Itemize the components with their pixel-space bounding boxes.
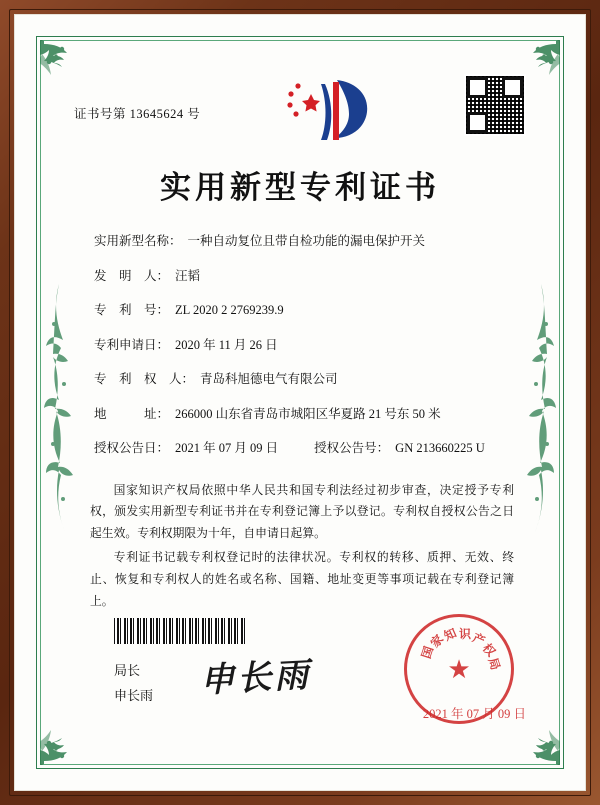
certificate-number: 证书号第 13645624 号 — [74, 107, 201, 121]
field-value: 266000 山东省青岛市城阳区华夏路 21 号东 50 米 — [175, 406, 441, 421]
certificate-header — [74, 72, 526, 158]
field-value: ZL 2020 2 2769239.9 — [175, 303, 284, 317]
page-title: 实用新型专利证书 — [160, 170, 440, 205]
field-application-date — [94, 337, 514, 355]
field-patent-number — [94, 302, 514, 320]
field-address — [94, 406, 514, 424]
director-label: 局长 — [114, 663, 141, 678]
field-value: 2020 年 11 月 26 日 — [175, 337, 278, 352]
field-patent-name — [94, 233, 514, 251]
field-label: 授权公告日： — [94, 441, 170, 455]
seal-ring-text: 国 家 知 识 产 权 局 — [419, 625, 503, 672]
field-value: 汪韬 — [175, 268, 201, 283]
vine-ornament-icon — [526, 284, 556, 544]
field-label: 发 明 人： — [94, 268, 170, 283]
field-label: 专 利 权 人： — [94, 372, 195, 386]
qr-code-icon — [464, 74, 526, 136]
field-value: 青岛科旭德电气有限公司 — [200, 372, 338, 386]
director-name: 申长雨 — [114, 687, 154, 703]
legal-paragraph: 国家知识产权局依照中华人民共和国专利法经过初步审查，决定授予专利权，颁发实用新型专利证书并在专利登记簿上予以登记。专利权自授权公告之日起生效。专利权期限为十年，自申请日起算。 — [90, 482, 514, 541]
field-grant-announcement — [94, 440, 514, 458]
certificate-paper — [14, 14, 586, 791]
field-patentee — [94, 371, 514, 389]
field-value: 2021 年 07 月 09 日 — [175, 441, 279, 455]
certificate-fields — [74, 233, 526, 458]
field-label-secondary: 授权公告号： — [314, 441, 390, 455]
vine-ornament-icon — [44, 284, 74, 544]
field-inventor — [94, 268, 514, 286]
certificate-content — [74, 72, 526, 612]
field-value-secondary: GN 213660225 U — [395, 441, 485, 455]
legal-paragraph: 专利证书记载专利权登记时的法律状况。专利权的转移、质押、无效、终止、恢复和专利权人的姓名或名称、国籍、地址变更等事项记载在专利登记簿上。 — [90, 549, 514, 608]
seal-date: 2021 年 07 月 09 日 — [422, 707, 526, 721]
field-label: 地 址： — [94, 406, 170, 421]
field-value: 一种自动复位且带自检功能的漏电保护开关 — [187, 234, 426, 248]
barcode-icon — [114, 618, 246, 644]
corner-ornament-icon — [40, 711, 94, 765]
signature-block — [114, 659, 153, 708]
handwritten-signature: 申长雨 — [199, 657, 313, 700]
field-label: 专 利 号： — [94, 303, 170, 317]
field-label: 专利申请日： — [94, 337, 170, 352]
field-label: 实用新型名称： — [94, 234, 182, 248]
cnipa-logo-icon — [281, 72, 377, 148]
seal-star-icon: ★ — [447, 654, 471, 684]
